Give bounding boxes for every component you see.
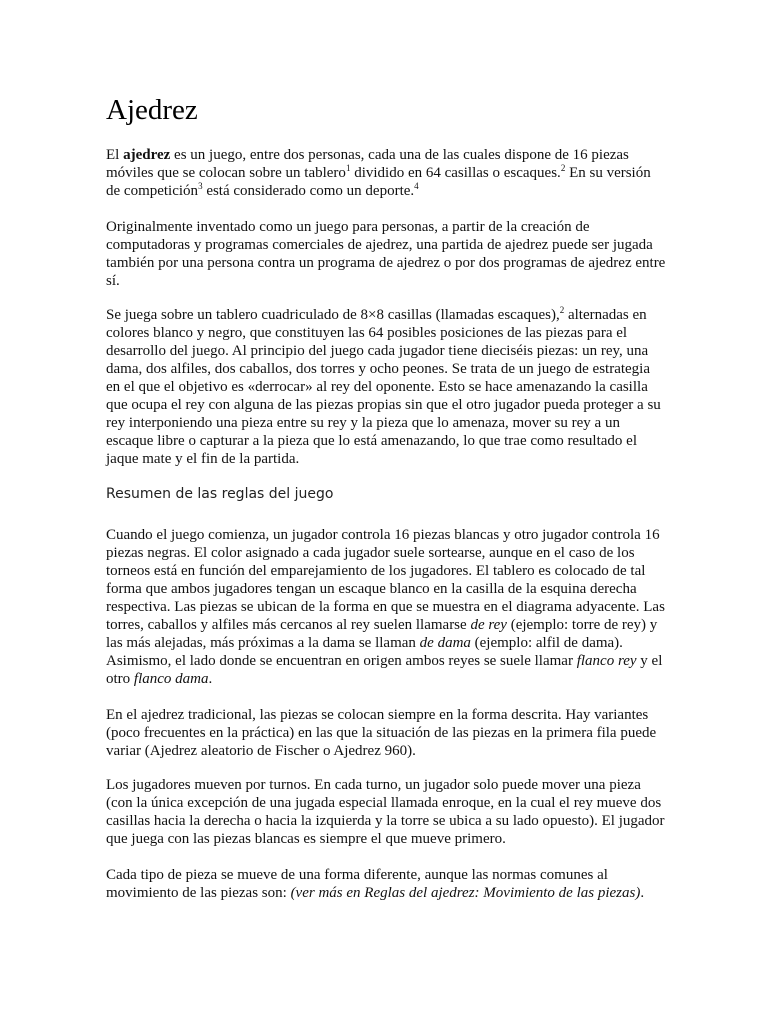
text-run: (ejemplo: torre de rey) y las más alejadas, más próximas a la dama se llaman xyxy=(106,617,658,651)
text-run: (ejemplo: alfil de dama). Asimismo, el lado donde se encuentran en origen ambos reyes se suele llamar xyxy=(106,635,623,669)
text-run: dividido en 64 casillas o escaques. xyxy=(350,165,561,181)
text-run: y el otro xyxy=(106,653,663,687)
paragraph-board xyxy=(106,306,666,468)
bold-term: ajedrez xyxy=(123,147,171,163)
italic-term: flanco dama xyxy=(133,671,209,687)
footnote-ref[interactable]: 4 xyxy=(414,181,419,191)
paragraph-movement xyxy=(106,866,666,902)
paragraph-computers: Originalmente inventado como un juego para personas, a partir de la creación de computadoras y programas comerciales de ajedrez, una partida de ajedrez puede ser jugada también por una persona contra un programa de ajedrez o por dos programas de ajedrez entre sí. xyxy=(106,219,666,289)
paragraph-turns: Los jugadores mueven por turnos. En cada turno, un jugador solo puede mover una pieza (con la única excepción de una jugada especial llamada enroque, en la cual el rey mueve dos casillas hacia la derecha o hacia la izquierda y la torre se ubica a su lado opuesto). El jugador que juega con las piezas blancas es siempre el que mueve primero. xyxy=(106,777,665,847)
page-title: Ajedrez xyxy=(106,94,198,126)
section-heading: Resumen de las reglas del juego xyxy=(106,486,334,502)
italic-term: flanco rey xyxy=(576,653,637,669)
italic-link-text[interactable]: (ver más en Reglas del ajedrez: Movimiento de las piezas) xyxy=(290,885,641,901)
text-run: En su versión de competición xyxy=(106,165,651,199)
text-run: es un juego, entre dos personas, cada una de las cuales dispone de 16 piezas móviles que se colocan sobre un tablero xyxy=(106,147,629,181)
text-run: Se juega sobre un tablero cuadriculado de 8×8 casillas (llamadas escaques), xyxy=(106,307,560,323)
text-run: . xyxy=(640,885,645,901)
text-run: Cuando el juego comienza, un jugador controla 16 piezas blancas y otro jugador controla 16 piezas negras. El color asignado a cada jugador suele sortearse, aunque en el caso de los torneos está en función del emparejamiento de los jugadores. El tablero es colocado de tal forma que ambos jugadores tengan un escaque blanco en la casilla de la esquina derecha respectiva. Las piezas se ubican de la forma en que se muestra en el diagrama adyacente. Las torres, caballos y alfiles más cercanos al rey suelen llamarse xyxy=(106,527,665,633)
text-run: alternadas en colores blanco y negro, que constituyen las 64 posibles posiciones de las piezas para el desarrollo del juego. Al principio del juego cada jugador tiene dieciséis piezas: un rey, una dama, dos alfiles, dos caballos, dos torres y ocho peones. Se trata de un juego de estrategia en el que el objetivo es «derrocar» al rey del oponente. Esto se hace amenazando la casilla que ocupa el rey con alguna de las piezas propias sin que el otro jugador pueda proteger a su rey interponiendo una pieza entre su rey y la pieza que lo amenaza, mover su rey a un escaque libre o capturar a la pieza que lo está amenazando, lo que trae como resultado el jaque mate y el fin de la partida. xyxy=(106,307,661,467)
italic-term: de rey xyxy=(470,617,507,633)
footnote-ref[interactable]: 3 xyxy=(198,181,203,191)
footnote-ref[interactable]: 1 xyxy=(345,163,351,173)
text-run: . xyxy=(208,671,213,687)
paragraph-intro xyxy=(106,146,666,200)
italic-term: de dama xyxy=(419,635,471,651)
footnote-ref[interactable]: 2 xyxy=(560,163,566,173)
paragraph-setup xyxy=(106,526,666,688)
paragraph-variants: En el ajedrez tradicional, las piezas se colocan siempre en la forma descrita. Hay variantes (poco frecuentes en la práctica) en las que la situación de las piezas en la primera fila puede variar (Ajedrez aleatorio de Fischer o Ajedrez 960). xyxy=(106,707,657,759)
text-run: Cada tipo de pieza se mueve de una forma diferente, aunque las normas comunes al movimiento de las piezas son: xyxy=(106,867,608,901)
text-run: está considerado como un deporte. xyxy=(202,183,415,199)
footnote-ref[interactable]: 2 xyxy=(559,305,565,315)
text-run: El xyxy=(106,147,124,163)
